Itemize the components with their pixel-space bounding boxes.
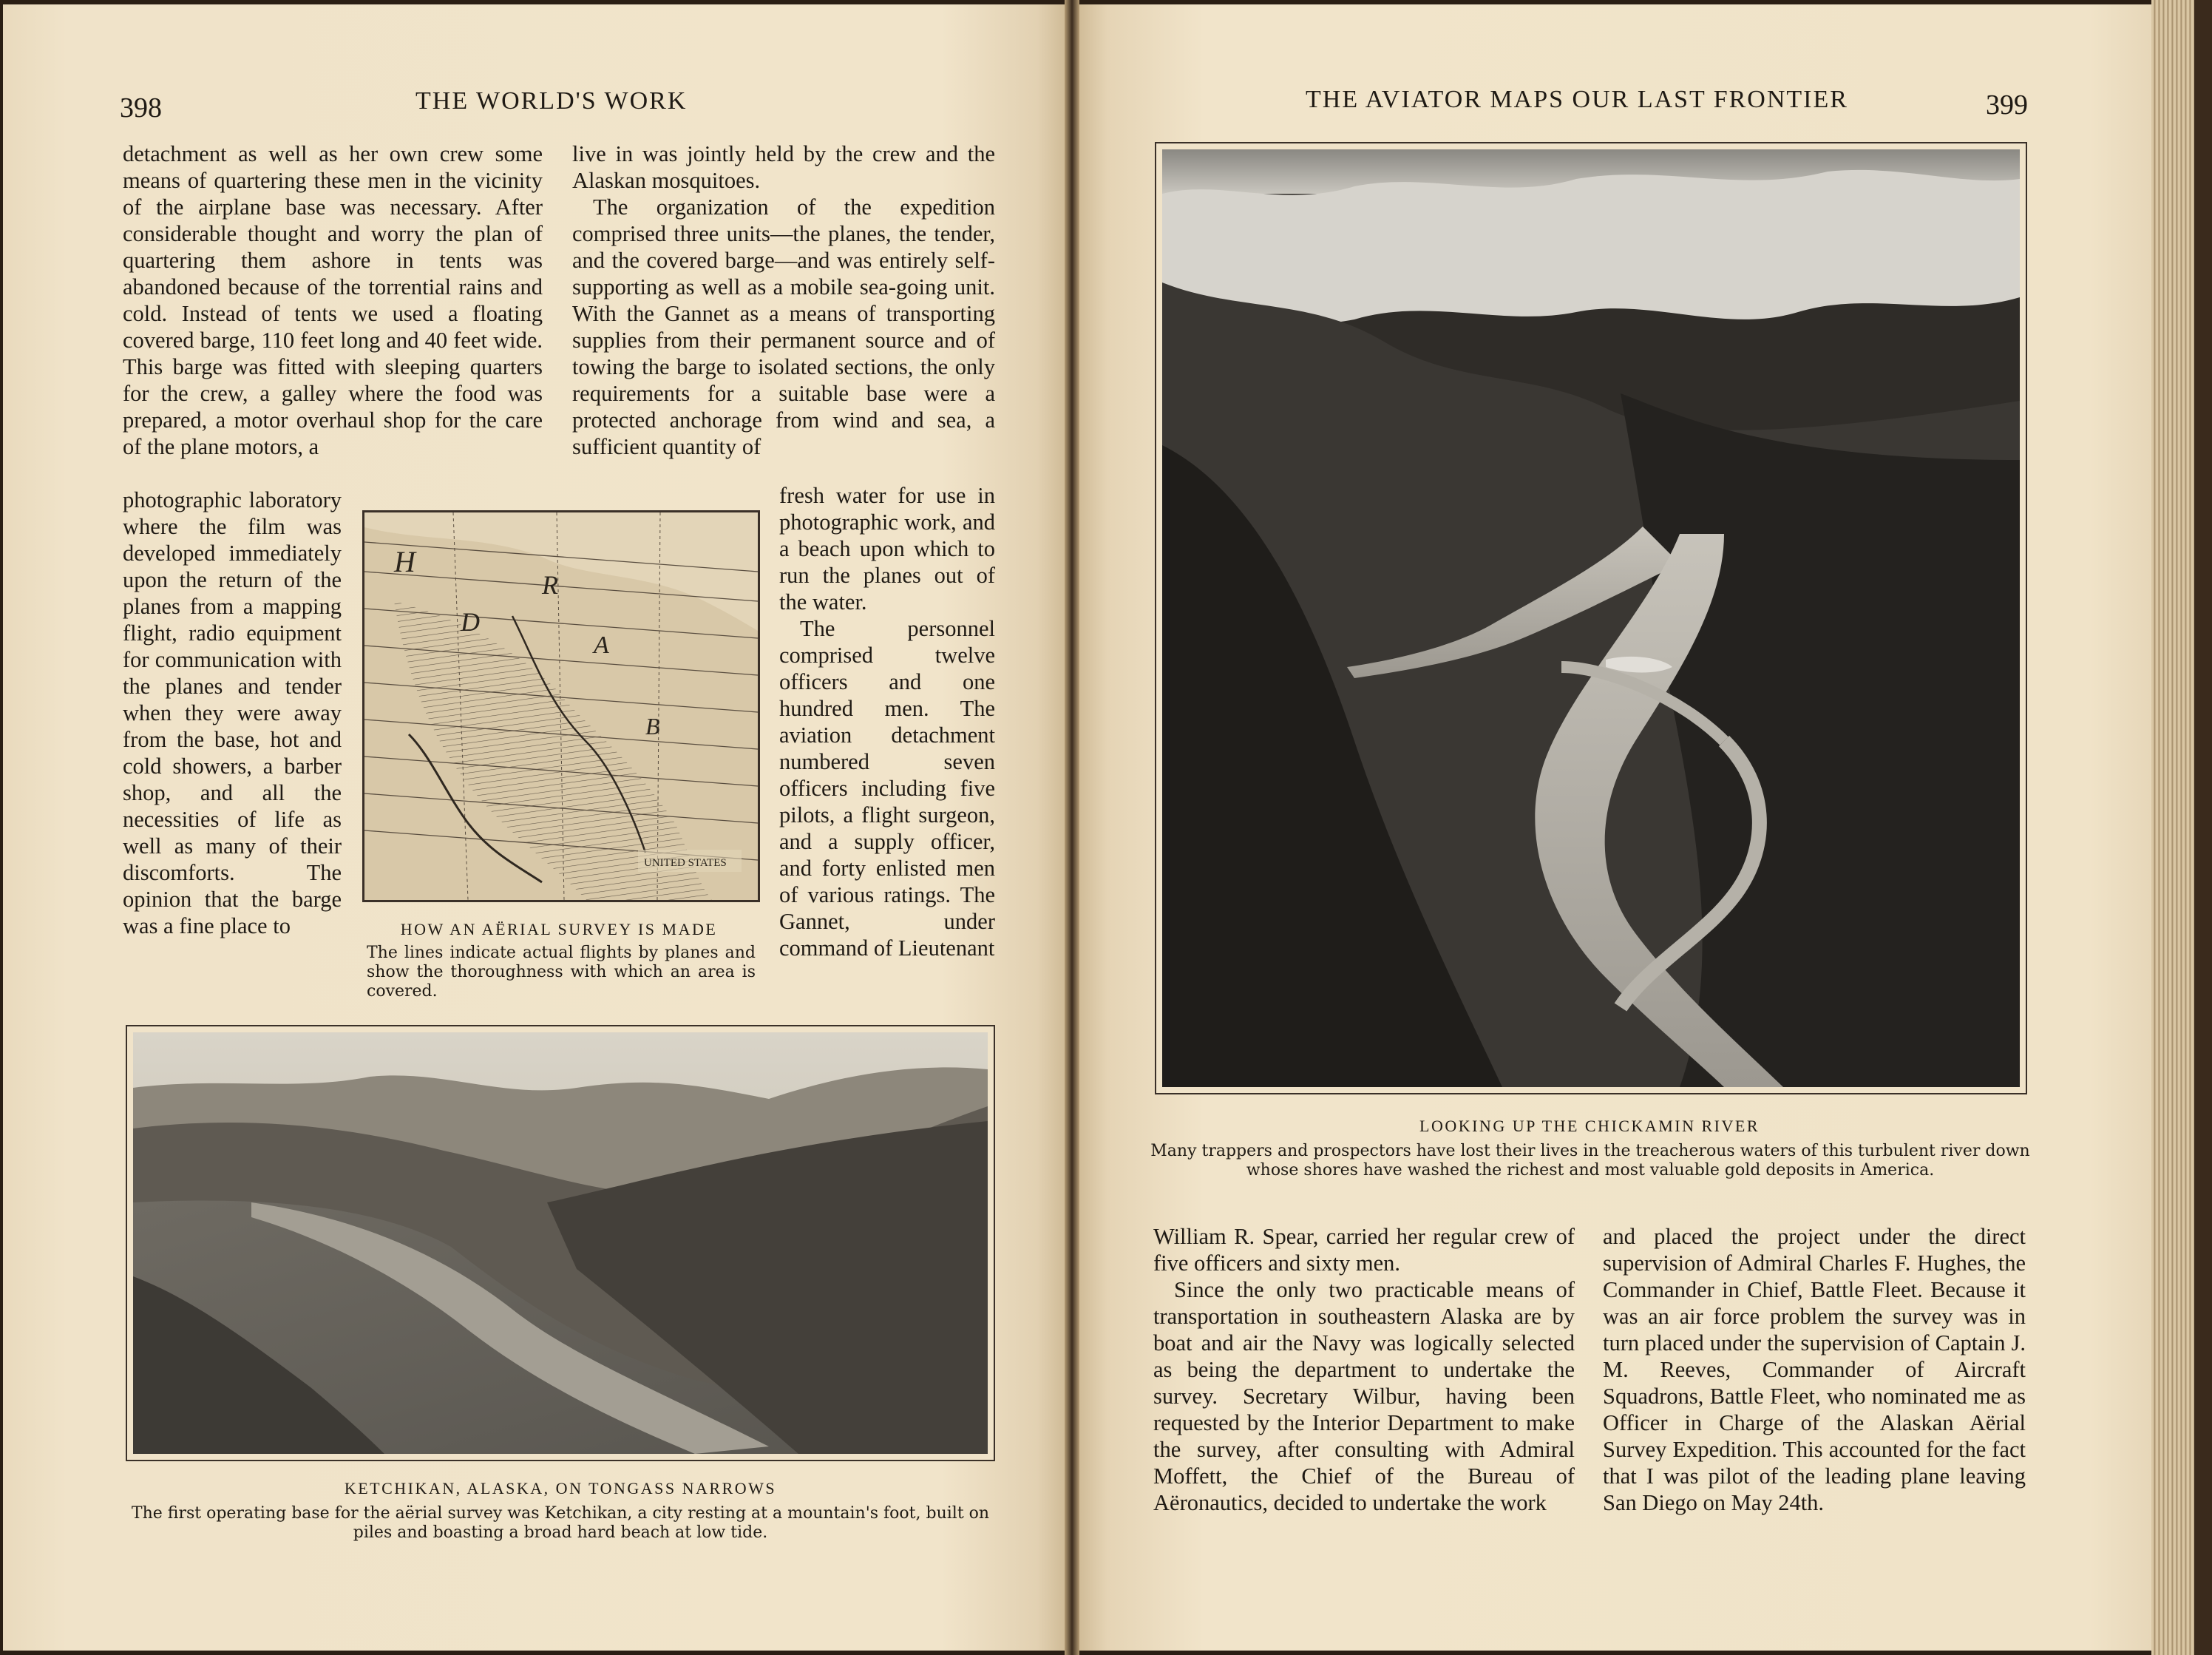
chickamin-river-photo: [1155, 142, 2027, 1094]
map-graphic: [364, 512, 758, 900]
paragraph: and placed the project under the direct supervision of Admiral Charles F. Hughes, the Commander in Chief, Battle Fleet. Because it was an air force problem the survey was in turn placed under the supervision of Captain J. M. Reeves, Commander of Aircraft Squadrons, Battle Fleet, who nominated me as Officer in Charge of the Alaskan Aërial Survey Expedition. This accounted for the fact that I was pilot of the leading plane leaving San Diego on May 24th.: [1603, 1224, 2026, 1515]
running-head-right: THE AVIATOR MAPS OUR LAST FRONTIER: [1306, 86, 1848, 113]
map-caption-body: The lines indicate actual flights by planes and show the thoroughness with which an area is covered.: [367, 944, 756, 1001]
ketchikan-photo: [126, 1025, 995, 1461]
left-col2-top: [572, 141, 995, 460]
paragraph: William R. Spear, carried her regular crew of five officers and sixty men.: [1153, 1224, 1575, 1276]
ketchikan-caption-body: The first operating base for the aërial survey was Ketchikan, a city resting at a mountain's foot, built on piles and boasting a broad hard beach at low tide.: [131, 1504, 990, 1542]
right-col1: [1153, 1223, 1575, 1516]
chickamin-caption-title: LOOKING UP THE CHICKAMIN RIVER: [1419, 1117, 1760, 1135]
paragraph: detachment as well as her own crew some means of quartering these men in the vicinity of the airplane base was necessary. After considerable thought and worry the plan of quartering them ashore in tents was abandoned because of the torrential rains and cold. Instead of tents we used a floating covered barge, 110 feet long and 40 feet wide. This barge was fitted with sleeping quarters for the crew, a galley where the food was prepared, a motor overhaul shop for the care of the plane motors, a: [123, 141, 543, 459]
left-col1-top: [123, 141, 543, 460]
page-number-right: 399: [1986, 89, 2028, 121]
page-number-left: 398: [120, 92, 162, 123]
paragraph: The organization of the expedition comprised three units—the planes, the tender, and the covered barge—and was entirely self-supporting as well as a mobile sea-going unit. With the Gannet as a means of transporting supplies from their permanent source and of towing the barge to isolated sections, the only requirements for a suitable base were a protected anchorage from wind and sea, a sufficient quantity of: [572, 194, 995, 459]
ketchikan-image: [133, 1032, 988, 1454]
book-gutter: [1065, 0, 1079, 1655]
paragraph: fresh water for use in photographic work, and a beach upon which to run the planes out of the water.: [779, 483, 995, 615]
survey-map: [362, 510, 760, 902]
book-edge-shadow: [2194, 0, 2212, 1655]
running-head-left: THE WORLD'S WORK: [415, 87, 688, 115]
svg-text:D: D: [461, 607, 480, 637]
svg-text:B: B: [645, 713, 660, 739]
svg-text:A: A: [594, 632, 609, 659]
right-col2: [1603, 1223, 2026, 1516]
left-col1-narrow: [123, 487, 342, 939]
left-col2-narrow: [779, 482, 995, 961]
paragraph: Since the only two practicable means of transportation in southeastern Alaska are by boat and air the Navy was logically selected as being the department to undertake the survey. Secretary Wilbur, having been requested by the Interior Department to make the survey, after consulting with Admiral Moffett, the Chief of the Bureau of Aëronautics, decided to undertake the work: [1153, 1277, 1575, 1515]
svg-text:R: R: [542, 570, 558, 600]
chickamin-image: [1162, 149, 2020, 1087]
svg-text:H: H: [394, 545, 415, 578]
map-caption-title: HOW AN AËRIAL SURVEY IS MADE: [400, 920, 718, 938]
paragraph: live in was jointly held by the crew and the Alaskan mosquitoes.: [572, 141, 995, 193]
map-label-us: UNITED STATES: [644, 857, 727, 869]
chickamin-caption-body: Many trappers and prospectors have lost their lives in the treacherous waters of this turbulent river down whose shores have washed the richest and most valuable gold deposits in America.: [1150, 1142, 2030, 1180]
paragraph: The personnel comprised twelve officers and one hundred men. The aviation detachment numbered seven officers including five pilots, a flight surgeon, and a supply officer, and forty enlisted men of various ratings. The Gannet, under command of Lieutenant: [779, 616, 995, 961]
ketchikan-caption-title: KETCHIKAN, ALASKA, ON TONGASS NARROWS: [344, 1479, 777, 1497]
paragraph: photographic laboratory where the film was developed immediately upon the return of the planes from a mapping flight, radio equipment for communication with the planes and tender when they were away from the base, hot and cold showers, a barber shop, and all the necessities of life as well as many of their discomforts. The opinion that the barge was a fine place to: [123, 487, 342, 938]
